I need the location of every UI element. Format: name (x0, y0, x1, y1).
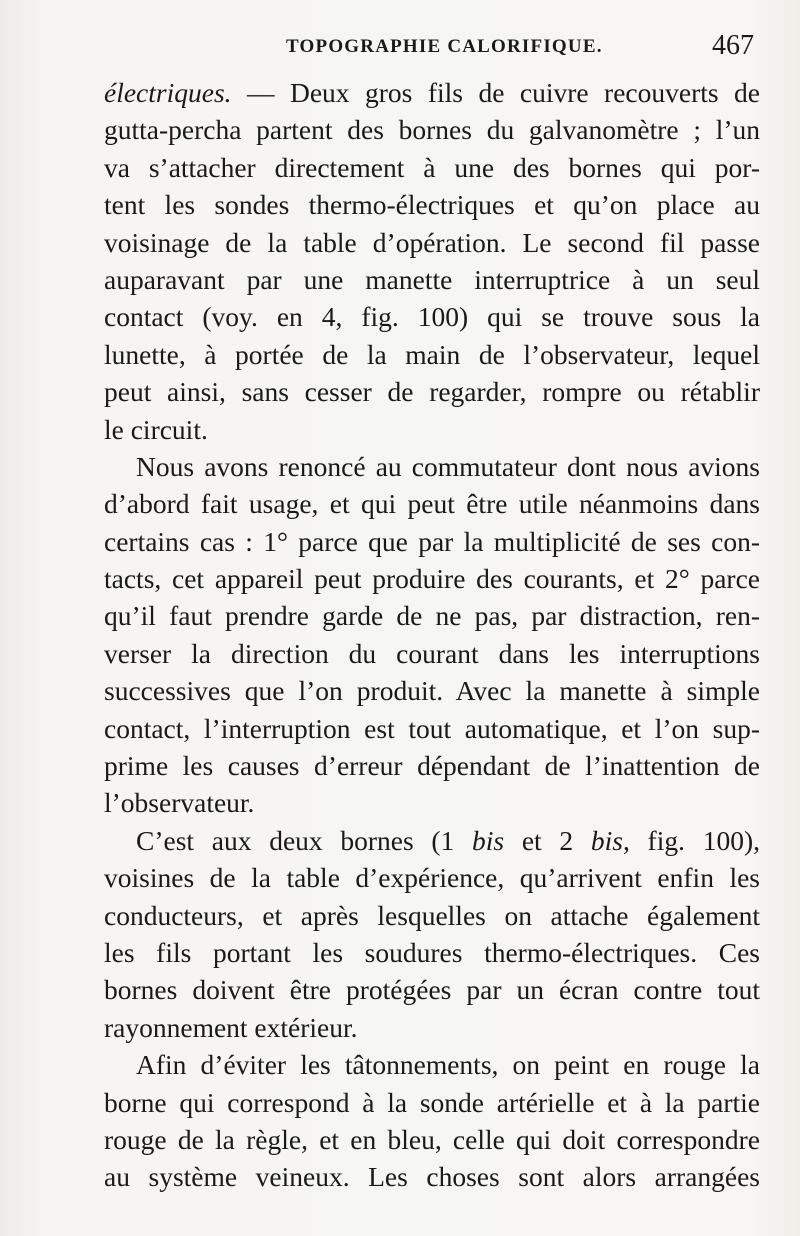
paragraph (104, 1046, 760, 1196)
text-line: l’observateur. (104, 787, 255, 819)
page-number: 467 (712, 30, 754, 61)
text-line: successives que l’on produit. Avec la manette à simple (104, 675, 760, 707)
paragraph (104, 448, 760, 822)
text-line: rouge de la règle, et en bleu, celle qui doit correspondre (104, 1123, 760, 1155)
text-line: les fils portant les soudures thermo-électriques. Ces (104, 936, 760, 968)
text-line (104, 822, 760, 859)
line-text: et 2 (504, 824, 591, 856)
italic-word: électriques. (104, 77, 232, 108)
paragraph (104, 822, 760, 1046)
text-line: au système veineux. Les choses sont alors arrangées (104, 1161, 760, 1193)
text-line: conducteurs, et après lesquelles on attache également (104, 899, 760, 931)
line-text: C’est aux deux bornes (1 (136, 824, 473, 856)
text-line: Nous avons renoncé au commutateur dont nous avions (136, 450, 760, 482)
paragraph (104, 74, 760, 448)
text-line: Afin d’éviter les tâtonnements, on peint en rouge la (136, 1049, 760, 1081)
italic-word: bis (472, 824, 505, 856)
text-line: tent les sondes thermo-électriques et qu’on place au (104, 189, 760, 221)
text-line: borne qui correspond à la sonde artérielle et à la partie (104, 1086, 760, 1118)
body-text (104, 74, 760, 1196)
text-line: lunette, à portée de la main de l’observateur, lequel (104, 338, 760, 370)
line-text: , fig. 100), (622, 824, 760, 856)
text-line: contact, l’interruption est tout automatique, et l’on sup- (104, 712, 760, 744)
running-title: TOPOGRAPHIE CALORIFIQUE. (286, 36, 603, 57)
italic-word: bis (590, 824, 623, 856)
text-line: va s’attacher directement à une des bornes qui por- (104, 151, 760, 183)
text-line: voisines de la table d’expérience, qu’arrivent enfin les (104, 862, 760, 894)
text-line: voisinage de la table d’opération. Le second fil passe (104, 226, 760, 258)
text-line: tacts, cet appareil peut produire des courants, et 2° parce (104, 563, 760, 595)
page-header (104, 30, 754, 70)
text-line: prime les causes d’erreur dépendant de l’inattention de (104, 750, 760, 782)
text-line: verser la direction du courant dans les interruptions (104, 637, 760, 669)
text-line: qu’il faut prendre garde de ne pas, par distraction, ren- (104, 600, 760, 632)
line-text: — Deux gros fils de cuivre recouverts de (231, 77, 760, 108)
text-line: d’abord fait usage, et qui peut être utile néanmoins dans (104, 488, 760, 520)
text-line: bornes doivent être protégées par un écran contre tout (104, 974, 760, 1006)
text-line: contact (voy. en 4, fig. 100) qui se trouve sous la (104, 301, 760, 333)
text-line (104, 74, 760, 111)
text-line: rayonnement extérieur. (104, 1011, 358, 1043)
text-line: le circuit. (104, 413, 208, 445)
text-line: gutta-percha partent des bornes du galvanomètre ; l’un (104, 114, 760, 146)
text-line: peut ainsi, sans cesser de regarder, rompre ou rétablir (104, 376, 760, 408)
text-line: auparavant par une manette interruptrice à un seul (104, 263, 760, 295)
text-line: certains cas : 1° parce que par la multiplicité de ses con- (104, 525, 760, 557)
